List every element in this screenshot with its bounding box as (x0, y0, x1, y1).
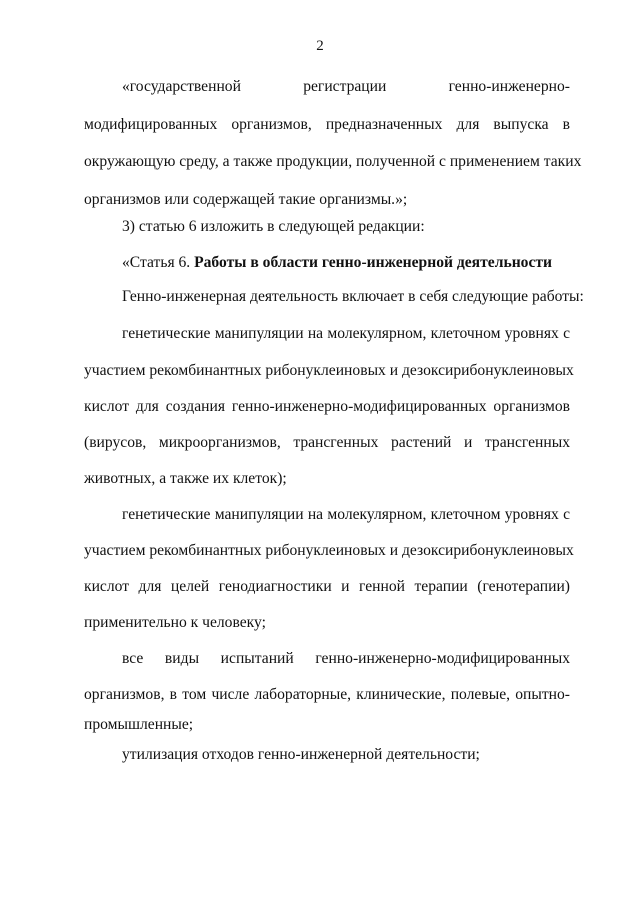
text-line: окружающую среду, а также продукции, полученной с применением таких (84, 153, 582, 170)
text-line: применительно к человеку; (84, 614, 266, 631)
text-line: модифицированных организмов, предназначенных для выпуска в (84, 116, 570, 133)
text-line: «государственной регистрации генно-инженерно- (122, 78, 570, 95)
text-line: кислот для целей генодиагностики и генной терапии (генотерапии) (84, 578, 570, 595)
text-line: Генно-инженерная деятельность включает в себя следующие работы: (122, 288, 584, 305)
text-line: организмов или содержащей такие организмы.»; (84, 191, 408, 208)
article-heading-prefix: «Статья 6. (122, 254, 195, 271)
text-line: кислот для создания генно-инженерно-модифицированных организмов (84, 398, 570, 415)
text-line: все виды испытаний генно-инженерно-модифицированных (122, 650, 570, 667)
text-line: (вирусов, микроорганизмов, трансгенных растений и трансгенных (84, 434, 570, 451)
text-line: участием рекомбинантных рибонуклеиновых и дезоксирибонуклеиновых (84, 362, 574, 379)
text-line: 3) статью 6 изложить в следующей редакции: (122, 218, 425, 235)
text-line: организмов, в том числе лабораторные, клинические, полевые, опытно- (84, 686, 570, 703)
text-line: генетические манипуляции на молекулярном, клеточном уровнях с (122, 325, 570, 342)
article-heading-title: Работы в области генно-инженерной деятельности (194, 254, 553, 271)
text-line: участием рекомбинантных рибонуклеиновых и дезоксирибонуклеиновых (84, 542, 574, 559)
text-line: утилизация отходов генно-инженерной деятельности; (122, 746, 480, 763)
text-line: промышленные; (84, 716, 194, 733)
page-number: 2 (316, 38, 324, 54)
text-line: генетические манипуляции на молекулярном, клеточном уровнях с (122, 506, 570, 523)
text-line: животных, а также их клеток); (84, 470, 287, 487)
article-heading (122, 254, 552, 272)
